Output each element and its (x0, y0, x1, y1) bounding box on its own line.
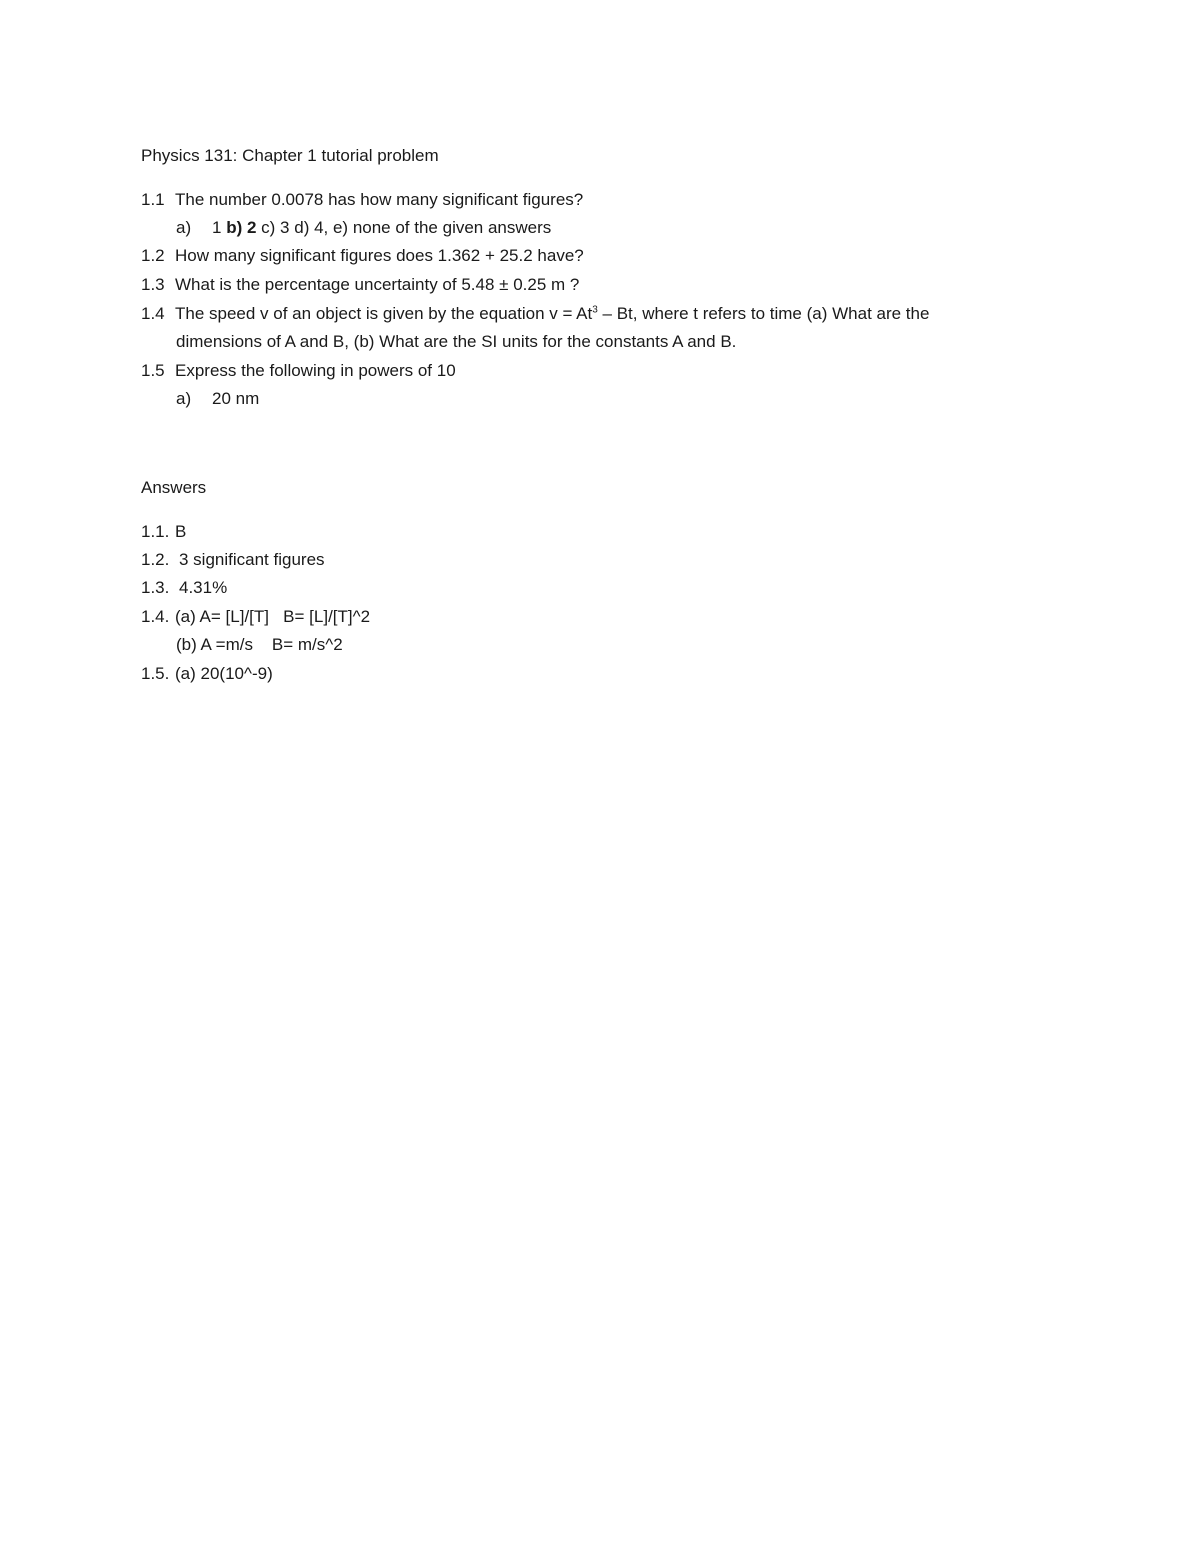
option-a-value: 1 (212, 218, 222, 237)
answer-1-4 (141, 606, 370, 628)
answer-text: (a) 20(10^-9) (175, 664, 273, 683)
question-1-3 (141, 274, 579, 296)
sub-label: a) (176, 389, 192, 408)
option-rest: c) 3 d) 4, e) none of the given answers (261, 218, 552, 237)
question-number: 1.5 (141, 361, 165, 380)
answer-text: 3 significant figures (179, 550, 325, 569)
question-number: 1.1 (141, 190, 165, 209)
answer-1-4-line2: (b) A =m/s B= m/s^2 (176, 635, 343, 654)
question-number: 1.4 (141, 304, 165, 323)
answer-number: 1.1. (141, 522, 170, 541)
answer-1-5 (141, 663, 273, 685)
answer-text: (a) A= [L]/[T] B= [L]/[T]^2 (175, 607, 371, 626)
option-b-answer: b) 2 (226, 218, 257, 237)
answer-number: 1.5. (141, 664, 170, 683)
question-1-5-sub (176, 388, 259, 410)
question-text-superscript: 3 (592, 304, 598, 316)
question-text: The number 0.0078 has how many significant figures? (175, 190, 584, 209)
question-text: What is the percentage uncertainty of 5.48 ± 0.25 m ? (175, 275, 580, 294)
sub-text: 20 nm (212, 389, 260, 408)
answer-text: B (175, 522, 187, 541)
option-label: a) (176, 218, 192, 237)
answer-text: 4.31% (179, 578, 228, 597)
question-1-5 (141, 360, 456, 382)
question-text: Express the following in powers of 10 (175, 361, 456, 380)
question-1-1-options (176, 217, 551, 239)
question-1-4-line2: dimensions of A and B, (b) What are the SI units for the constants A and B. (176, 332, 737, 351)
document-title: Physics 131: Chapter 1 tutorial problem (141, 146, 439, 165)
question-number: 1.3 (141, 275, 165, 294)
answer-1-3 (141, 577, 227, 599)
question-1-4 (141, 303, 929, 325)
answer-number: 1.2. (141, 550, 170, 569)
question-text-part1: The speed v of an object is given by the equation v = At (175, 304, 593, 323)
question-1-1 (141, 189, 583, 211)
question-number: 1.2 (141, 246, 165, 265)
answer-1-2 (141, 549, 325, 571)
question-text: How many significant figures does 1.362 + 25.2 have? (175, 246, 584, 265)
question-1-2 (141, 245, 584, 267)
answers-heading: Answers (141, 478, 207, 497)
question-text-part2: – Bt, where t refers to time (a) What are the (597, 304, 930, 323)
answer-number: 1.4. (141, 607, 170, 626)
answer-number: 1.3. (141, 578, 170, 597)
answer-1-1 (141, 521, 186, 543)
